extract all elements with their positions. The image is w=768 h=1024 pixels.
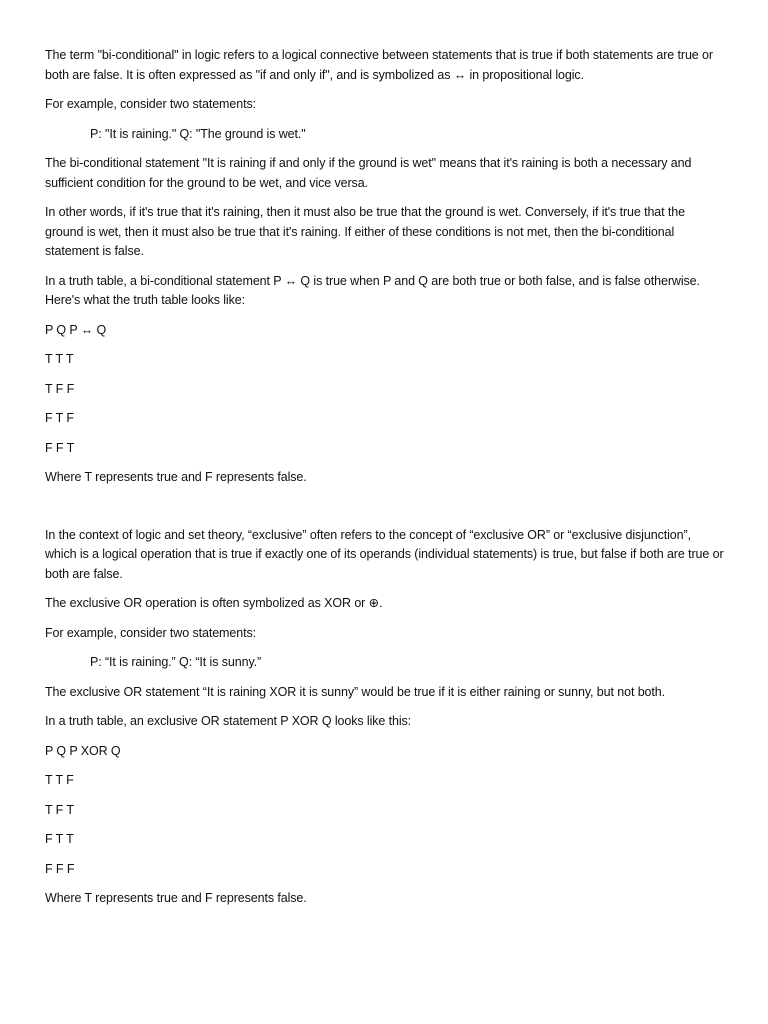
biconditional-explanation: The bi-conditional statement "It is raining if and only if the ground is wet" means that it's raining is both a necessary and sufficient condition for the ground to be wet, and vice versa. [45,156,692,190]
document-page [45,46,725,919]
xor-explanation: The exclusive OR statement “It is raining XOR it is sunny” would be true if it is either raining or sunny, but not both. [45,684,666,699]
exclusive-or-section [45,526,725,909]
biconditional-section [45,46,725,488]
biconditional-other-words: In other words, if it's true that it's raining, then it must also be true that the ground is wet. Conversely, if it's true that the ground is wet, then it must also be true that it's raining. If either of these conditions is not met, then the bi-conditional statement is false. [45,205,685,258]
truth-table-row: F T T [45,832,74,846]
xor-truth-table-intro: In a truth table, an exclusive OR statement P XOR Q looks like this: [45,714,412,728]
biconditional-truth-table-intro: In a truth table, a bi-conditional statement P ↔ Q is true when P and Q are both true or both false, and is false otherwise. Here's what the truth table looks like: [45,273,700,307]
truth-table-header: P Q P XOR Q [45,743,121,758]
xor-intro: In the context of logic and set theory, “exclusive” often refers to the concept of “exclusive OR” or “exclusive disjunction”, which is a logical operation that is true if exactly one of its operands (individual statements) is true, but false if both are true or both are false. [45,527,724,581]
biconditional-intro: The term "bi-conditional" in logic refers to a logical connective between statements that is true if both statements are true or both are false. It is often expressed as "if and only if", and is symbolized as ↔ in propositional logic. [45,48,713,82]
truth-table-header: P Q P ↔ Q [45,322,107,337]
biconditional-truth-table [45,321,725,459]
truth-table-row: F F T [45,440,75,455]
xor-example-statements: P: “It is raining.” Q: “It is sunny.” [90,655,262,669]
truth-table-row: T T T [45,352,74,366]
truth-table-row: F T F [45,411,74,425]
xor-truth-table [45,742,725,880]
truth-table-row: F F F [45,861,75,876]
xor-legend: Where T represents true and F represents false. [45,891,307,905]
truth-table-row: T F F [45,381,75,396]
xor-example-intro: For example, consider two statements: [45,625,256,640]
biconditional-example-intro: For example, consider two statements: [45,97,256,111]
xor-symbol-line: The exclusive OR operation is often symbolized as XOR or ⊕. [45,596,383,610]
biconditional-legend: Where T represents true and F represents false. [45,470,307,484]
truth-table-row: T F T [45,802,74,817]
section-spacer [45,498,725,526]
truth-table-row: T T F [45,773,74,787]
biconditional-example-statements: P: "It is raining." Q: "The ground is wet." [90,126,306,141]
